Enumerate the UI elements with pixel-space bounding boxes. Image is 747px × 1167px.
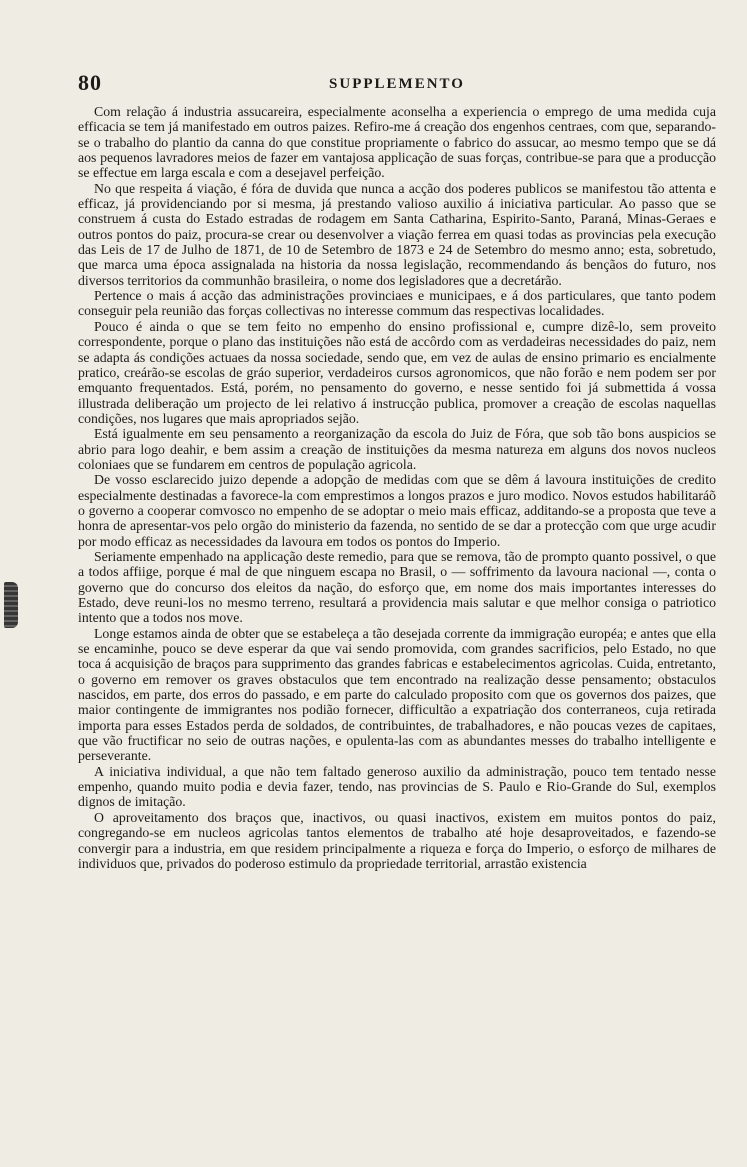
paragraph-agriculture-remedy: Seriamente empenhado na applicação deste remedio, para que se remova, tão de prompto quanto possivel, o que a todos affiige, porque é mal de que ninguem escapa no Brasil, o — soffrimento da lavoura nacional —, conta o governo que do concurso dos eleitos da nação, do esforço que, em nome dos mais importantes interesses do Estado, deve reuni-los no mesmo terreno, resultará a providencia mais salutar e que melhor consiga o patriotico intento que a todos nos move. [78, 548, 716, 626]
paragraph-juiz-de-fora-school: Está igualmente em seu pensamento a reorganização da escola do Juiz de Fóra, que sob tão bons auspicios se abrio para logo deahir, e bem assim a creação de instituições da mesma natureza em alguns dos novos nucleos coloniaes que se fundarem em centros de população agricola. [78, 426, 716, 472]
page-header [78, 70, 716, 104]
paragraph-sugar-industry: Com relação á industria assucareira, especialmente aconselha a experiencia o emprego de uma medida cuja efficacia se tem já manifestado em outros paizes. Refiro-me á creação dos engenhos centraes, com que, separando-se o trabalho do plantio da canna do que constitue propriamente o fabrico do assucar, ao mesmo tempo que se dá aos pequenos lavradores meios de fazer em vantajosa applicação de suas forças, contribue-se para que a producção se effectue em larga escala e com a desejavel perfeição. [78, 104, 716, 181]
paragraph-local-administrations: Pertence o mais á acção das administrações provinciaes e municipaes, e á dos particulares, que tanto podem conseguir pela reunião das forças collectivas no interesse commum das respectivas localidades. [78, 288, 716, 319]
paragraph-transport: No que respeita á viação, é fóra de duvida que nunca a acção dos poderes publicos se manifestou tão attenta e efficaz, já providenciando por si mesma, já prestando valioso auxilio á iniciativa particular. Ao passo que se construem á custa do Estado estradas de rodagem em Santa Catharina, Espirito-Santo, Paraná, Minas-Geraes e outros pontos do paiz, procura-se crear ou desenvolver a viação ferrea em quasi todas as provincias pela execução das Leis de 17 de Julho de 1871, de 10 de Setembro de 1873 e 24 de Setembro do mesmo anno; esta, sobretudo, que marca uma época assignalada na historia da nossa legislação, recommendando ás bençãos do futuro, nos diversos territorios da communhão brasileira, o nome dos legisladores que a decretárão. [78, 180, 716, 288]
paragraph-idle-labour: O aproveitamento dos braços que, inactivos, ou quasi inactivos, existem em muitos pontos do paiz, congregando-se em nucleos agricolas tantos elementos de trabalho até hoje desaproveitados, e fazendo-se convergir para a industria, em que residem principalmente a riqueza e força do Imperio, o esforço de milhares de individuos que, privados do poderoso estimulo da propriedade territorial, arrastão existencia [78, 809, 716, 871]
page-number: 80 [78, 70, 102, 95]
paragraph-credit-institutions: De vosso esclarecido juizo depende a adopção de medidas com que se dêm á lavoura instituições de credito especialmente destinadas a favorece-la com emprestimos a longos prazos e juro modico. Novos estudos habilitaráõ o governo a cooperar comvosco no empenho de se adoptar o meio mais efficaz, additando-se a proposta que teve a honra de apresentar-vos pelo orgão do ministerio da fazenda, no sentido de se dar a protecção com que urge acudir por modo efficaz as necessidades da lavoura em todos os pontos do Imperio. [78, 472, 716, 549]
paragraph-individual-initiative: A iniciativa individual, a que não tem faltado generoso auxilio da administração, pouco tem tentado nesse empenho, quando muito podia e devia fazer, tendo, nas provincias de S. Paulo e Rio-Grande do Sul, exemplos dignos de imitação. [78, 763, 716, 810]
running-title: SUPPLEMENTO [329, 76, 465, 92]
margin-ink-mark [4, 582, 18, 628]
paragraph-professional-education: Pouco é ainda o que se tem feito no empenho do ensino profissional e, cumpre dizê-lo, sem proveito correspondente, porque o plano das instituições não está de accôrdo com as verdadeiras necessidades do paiz, nem se adapta ás condições actuaes da nossa sociedade, sendo que, em vez de aulas de ensino primario es encialmente pratico, creárão-se escolas de gráo superior, verdadeiros cursos agronomicos, que não forão e nem podem ser por emquanto frequentados. Está, porém, no pensamento do governo, e nesse sentido foi já submettida á vossa illustrada deliberação um projecto de lei relativo á instrucção publica, promover a creação de escolas naquellas condições, nos lugares que mais apropriados sejão. [78, 318, 716, 426]
body-text [78, 104, 716, 871]
paragraph-immigration: Longe estamos ainda de obter que se estabeleça a tão desejada corrente da immigração européa; e antes que ella se encaminhe, pouco se deve esperar da que vai sendo promovida, com grandes sacrificios, pelo Estado, no que toca á acquisição de braços para supprimento das grandes fabricas e estabelecimentos agricolas. Cuida, entretanto, o governo em remover os graves obstaculos que tem encontrado na realização desse pensamento; obstaculos nascidos, em parte, dos erros do passado, e em parte do calculado proposito com que os governos dos paizes, que maior contingente de immigrantes nos podião fornecer, difficultão a expatriação dos conterraneos, cuja retirada importa para esses Estados perda de soldados, de contribuintes, de trabalhadores, e não poucas vezes de capitaes, que vão fructificar no seio de outras nações, e opulenta-las com as abundantes messes do trabalho intelligente e perseverante. [78, 625, 716, 764]
document-page [78, 70, 716, 871]
